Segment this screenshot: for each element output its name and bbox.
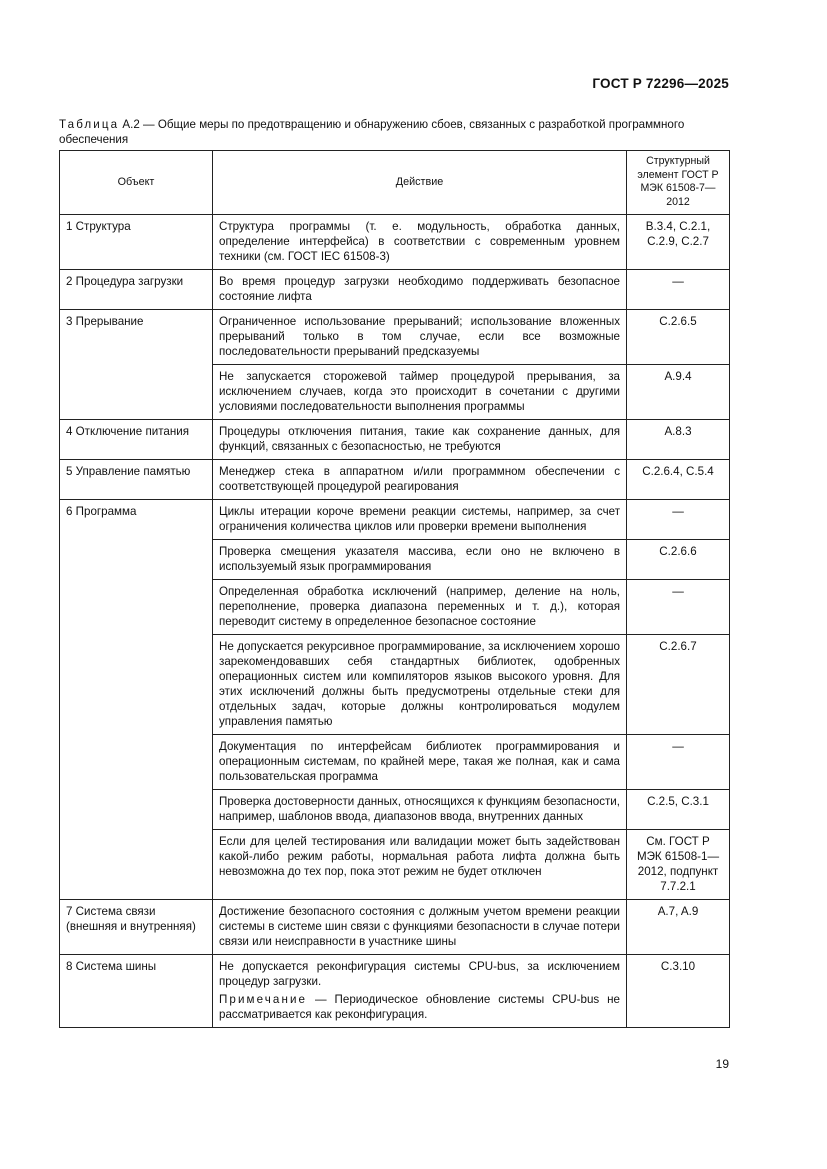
action-cell: Ограниченное использование прерываний; использование вложенных прерываний только в том случае, если все возможные последовательности прерываний предсказуемы — [213, 310, 627, 365]
note — [219, 992, 620, 1022]
action-cell: Проверка достоверности данных, относящихся к функциям безопасности, например, шаблонов ввода, диапазонов ввода, внутренних данных — [213, 790, 627, 830]
action-cell: Если для целей тестирования или валидации может быть задействован какой-либо режим работы, нормальная работа лифта должна быть невозможна до тех пор, пока этот режим не будет отключен — [213, 830, 627, 900]
table-row — [60, 270, 730, 310]
reference-cell: — — [627, 735, 730, 790]
reference-cell: A.8.3 — [627, 420, 730, 460]
object-cell: 2 Процедура загрузки — [60, 270, 213, 310]
object-cell: 5 Управление памятью — [60, 460, 213, 500]
action-cell: Не допускается рекурсивное программирование, за исключением хорошо зарекомендовавших себя стандартных библиотек, одобренных операционных систем или компиляторов языков высокого уровня. Для этих исключений должны быть предусмотрены отдельные стеки для отдельных задач, которые должны контролироваться модулем управления памятью — [213, 635, 627, 735]
action-cell: Во время процедур загрузки необходимо поддерживать безопасное состояние лифта — [213, 270, 627, 310]
table-header-row — [60, 151, 730, 215]
object-cell: 6 Программа — [60, 500, 213, 900]
table-row — [60, 310, 730, 365]
measures-table — [59, 150, 730, 1028]
action-cell: Документация по интерфейсам библиотек программирования и операционным системам, по крайней мере, такая же полная, как и сама пользовательская программа — [213, 735, 627, 790]
reference-cell: C.2.6.7 — [627, 635, 730, 735]
action-cell — [213, 955, 627, 1028]
action-cell: Не запускается сторожевой таймер процедурой прерывания, за исключением случаев, когда это происходит в сочетании с другими условиями последовательности выполнения программы — [213, 365, 627, 420]
caption-label: Таблица — [59, 118, 120, 131]
reference-cell: C.3.10 — [627, 955, 730, 1028]
reference-cell: A.9.4 — [627, 365, 730, 420]
object-cell: 4 Отключение питания — [60, 420, 213, 460]
reference-cell: — — [627, 580, 730, 635]
reference-cell: C.2.6.6 — [627, 540, 730, 580]
table-row — [60, 900, 730, 955]
object-cell: 7 Система связи (внешняя и внутренняя) — [60, 900, 213, 955]
reference-cell: C.2.6.5 — [627, 310, 730, 365]
header-object: Объект — [60, 151, 213, 215]
action-cell: Менеджер стека в аппаратном и/или программном обеспечении с соответствующей процедурой реагирования — [213, 460, 627, 500]
reference-cell: См. ГОСТ Р МЭК 61508-1—2012, подпункт 7.7.2.1 — [627, 830, 730, 900]
table-row — [60, 215, 730, 270]
object-cell: 1 Структура — [60, 215, 213, 270]
caption-number: А.2 — [122, 118, 140, 131]
reference-cell: C.2.6.4, C.5.4 — [627, 460, 730, 500]
table-caption — [59, 118, 729, 147]
note-label: Примечание — [219, 993, 308, 1006]
reference-cell: A.7, A.9 — [627, 900, 730, 955]
note-text: — Периодическое обновление системы CPU-bus не рассматривается как реконфигурация. — [219, 993, 620, 1021]
action-cell: Циклы итерации короче времени реакции системы, например, за счет ограничения количества циклов или проверки времени выполнения — [213, 500, 627, 540]
page-number: 19 — [715, 1057, 729, 1071]
action-cell: Проверка смещения указателя массива, если оно не включено в используемый язык программирования — [213, 540, 627, 580]
action-cell: Процедуры отключения питания, такие как сохранение данных, для функций, связанных с безопасностью, не требуются — [213, 420, 627, 460]
object-cell: 8 Система шины — [60, 955, 213, 1028]
object-cell: 3 Прерывание — [60, 310, 213, 420]
caption-text: — Общие меры по предотвращению и обнаружению сбоев, связанных с разработкой программного обеспечения — [59, 118, 685, 146]
reference-cell: B.3.4, C.2.1, C.2.9, C.2.7 — [627, 215, 730, 270]
action-cell: Определенная обработка исключений (например, деление на ноль, переполнение, проверка диапазона переменных и т. д.), которая переводит систему в определенное безопасное состояние — [213, 580, 627, 635]
table-row — [60, 460, 730, 500]
table-row — [60, 420, 730, 460]
action-cell: Достижение безопасного состояния с должным учетом времени реакции системы в системе шин связи с функциями безопасности в случае потери связи или неисправности в участнике шины — [213, 900, 627, 955]
table-row — [60, 955, 730, 1028]
reference-cell: — — [627, 500, 730, 540]
table-row — [60, 500, 730, 540]
header-action: Действие — [213, 151, 627, 215]
reference-cell: — — [627, 270, 730, 310]
reference-cell: C.2.5, C.3.1 — [627, 790, 730, 830]
document-code: ГОСТ Р 72296—2025 — [592, 76, 729, 91]
header-structural-element: Структурный элемент ГОСТ Р МЭК 61508-7—2012 — [627, 151, 730, 215]
action-cell: Структура программы (т. е. модульность, обработка данных, определение интерфейса) в соответствии с современным уровнем техники (см. ГОСТ IEC 61508-3) — [213, 215, 627, 270]
action-text: Не допускается реконфигурация системы CPU-bus, за исключением процедур загрузки. — [219, 960, 620, 988]
